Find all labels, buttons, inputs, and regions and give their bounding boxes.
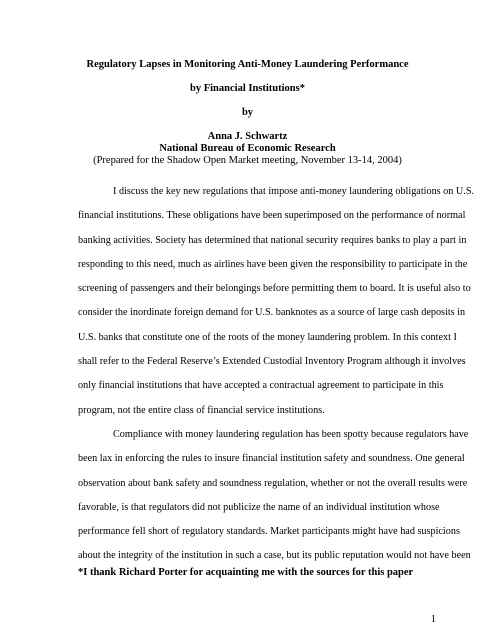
body-line: performance fell short of regulatory standards. Market participants might have had suspicions <box>78 526 460 538</box>
body-line: observation about bank safety and soundness regulation, whether or not the overall results were <box>78 477 468 489</box>
body-line: I discuss the key new regulations that impose anti-money laundering obligations on U.S. <box>113 186 475 197</box>
body-line: responding to this need, much as airlines have been given the responsibility to participate in the <box>78 258 468 270</box>
body-line: only financial institutions that have accepted a contractual agreement to participate in this <box>78 380 444 392</box>
paragraph-1 <box>78 180 475 423</box>
body-line: been lax in enforcing the rules to insure financial institution safety and soundness. One general <box>78 453 465 465</box>
body-line: favorable, is that regulators did not publicize the name of an individual institution whose <box>78 501 440 513</box>
body-line: consider the inordinate foreign demand for U.S. banknotes as a source of large cash deposits in <box>78 307 466 319</box>
body-line: shall refer to the Federal Reserve’s Extended Custodial Inventory Program although it involves <box>78 356 466 368</box>
author-affiliation: National Bureau of Economic Research <box>159 143 336 154</box>
body-line: about the integrity of the institution in such a case, but its public reputation would not have been <box>78 550 471 562</box>
body-line: U.S. banks that constitute one of the roots of the money laundering problem. In this context I <box>78 331 457 343</box>
prepared-for-note: (Prepared for the Shadow Open Market meeting, November 13-14, 2004) <box>93 155 402 166</box>
paper-title-line-2: by Financial Institutions* <box>190 83 305 94</box>
body-line: program, not the entire class of financial service institutions. <box>78 404 325 416</box>
body-line: financial institutions. These obligations have been superimposed on the performance of normal <box>78 210 466 222</box>
body-line: screening of passengers and their belongings before permitting them to board. It is useful also to <box>78 283 471 295</box>
byline: by <box>241 107 254 118</box>
paper-title-line-1: Regulatory Lapses in Monitoring Anti-Money Laundering Performance <box>86 59 409 70</box>
page-number: 1 <box>430 614 436 625</box>
paragraph-2 <box>78 423 471 569</box>
author-name: Anna J. Schwartz <box>207 131 288 142</box>
body-line: banking activities. Society has determined that national security requires banks to play a part in <box>78 234 467 246</box>
footnote: *I thank Richard Porter for acquainting me with the sources for this paper <box>78 567 414 578</box>
body-line: Compliance with money laundering regulation has been spotty because regulators have <box>113 429 469 440</box>
